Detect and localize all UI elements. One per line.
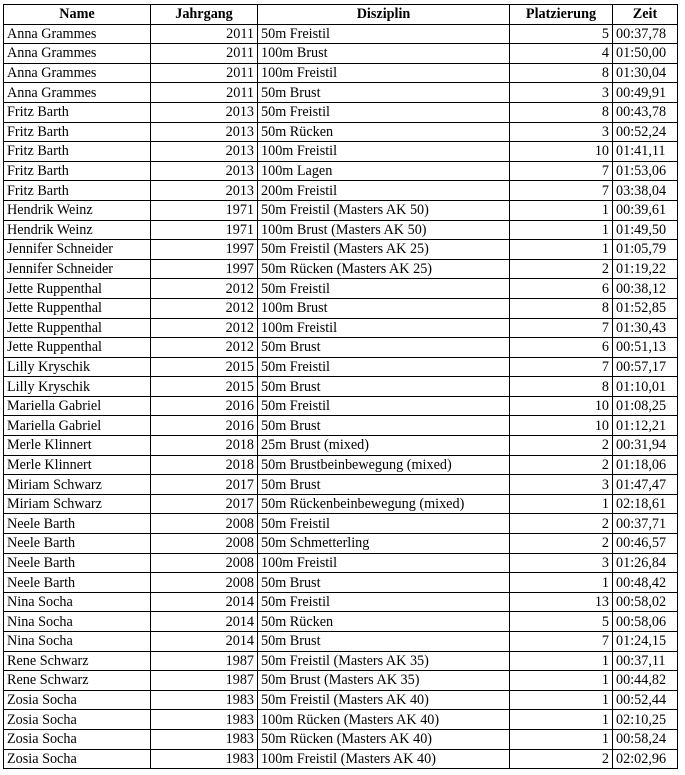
cell-discipline: 100m Freistil (258, 142, 510, 162)
header-time: Zeit (613, 5, 678, 25)
cell-placement: 8 (510, 298, 613, 318)
cell-name: Neele Barth (4, 514, 151, 534)
cell-time: 00:51,13 (613, 338, 678, 358)
cell-discipline: 25m Brust (mixed) (258, 436, 510, 456)
table-row (4, 357, 678, 377)
cell-name: Fritz Barth (4, 161, 151, 181)
cell-placement: 7 (510, 632, 613, 652)
header-row (4, 5, 678, 25)
cell-name: Anna Grammes (4, 63, 151, 83)
cell-time: 01:47,47 (613, 475, 678, 495)
cell-placement: 1 (510, 200, 613, 220)
cell-placement: 13 (510, 592, 613, 612)
table-row (4, 494, 678, 514)
cell-placement: 8 (510, 377, 613, 397)
cell-name: Zosia Socha (4, 690, 151, 710)
cell-time: 00:58,24 (613, 729, 678, 749)
cell-year: 2011 (151, 83, 258, 103)
cell-year: 2015 (151, 357, 258, 377)
cell-discipline: 50m Freistil (258, 279, 510, 299)
table-row (4, 142, 678, 162)
cell-time: 00:58,02 (613, 592, 678, 612)
cell-discipline: 100m Brust (258, 44, 510, 64)
cell-year: 2011 (151, 44, 258, 64)
table-body (4, 24, 678, 769)
table-row (4, 44, 678, 64)
cell-name: Lilly Kryschik (4, 377, 151, 397)
cell-discipline: 50m Freistil (Masters AK 50) (258, 200, 510, 220)
cell-placement: 1 (510, 494, 613, 514)
cell-discipline: 50m Brust (258, 475, 510, 495)
table-row (4, 690, 678, 710)
table-row (4, 377, 678, 397)
cell-name: Fritz Barth (4, 181, 151, 201)
cell-discipline: 50m Brust (258, 632, 510, 652)
cell-time: 01:53,06 (613, 161, 678, 181)
cell-year: 2013 (151, 142, 258, 162)
cell-time: 01:52,85 (613, 298, 678, 318)
cell-year: 2013 (151, 102, 258, 122)
cell-time: 00:43,78 (613, 102, 678, 122)
results-table (3, 4, 678, 769)
cell-placement: 1 (510, 651, 613, 671)
table-row (4, 455, 678, 475)
cell-name: Rene Schwarz (4, 651, 151, 671)
cell-name: Mariella Gabriel (4, 396, 151, 416)
cell-name: Nina Socha (4, 592, 151, 612)
cell-name: Zosia Socha (4, 710, 151, 730)
cell-discipline: 50m Freistil (258, 102, 510, 122)
header-year: Jahrgang (151, 5, 258, 25)
cell-name: Neele Barth (4, 534, 151, 554)
table-row (4, 298, 678, 318)
cell-time: 00:58,06 (613, 612, 678, 632)
cell-discipline: 50m Freistil (258, 592, 510, 612)
cell-placement: 7 (510, 181, 613, 201)
cell-discipline: 50m Rückenbeinbewegung (mixed) (258, 494, 510, 514)
table-row (4, 161, 678, 181)
cell-name: Hendrik Weinz (4, 220, 151, 240)
cell-year: 1983 (151, 749, 258, 769)
cell-time: 01:24,15 (613, 632, 678, 652)
cell-year: 2015 (151, 377, 258, 397)
cell-year: 2018 (151, 436, 258, 456)
table-row (4, 592, 678, 612)
cell-placement: 8 (510, 102, 613, 122)
cell-discipline: 100m Brust (Masters AK 50) (258, 220, 510, 240)
cell-placement: 2 (510, 534, 613, 554)
results-table-container (3, 4, 678, 769)
cell-discipline: 50m Brust (Masters AK 35) (258, 671, 510, 691)
cell-placement: 2 (510, 436, 613, 456)
cell-placement: 3 (510, 553, 613, 573)
cell-year: 2012 (151, 338, 258, 358)
cell-time: 00:39,61 (613, 200, 678, 220)
cell-year: 2012 (151, 318, 258, 338)
cell-placement: 10 (510, 142, 613, 162)
cell-time: 00:37,78 (613, 24, 678, 44)
cell-placement: 5 (510, 612, 613, 632)
cell-time: 01:19,22 (613, 259, 678, 279)
table-row (4, 632, 678, 652)
cell-discipline: 50m Rücken (Masters AK 25) (258, 259, 510, 279)
cell-placement: 6 (510, 279, 613, 299)
table-row (4, 710, 678, 730)
cell-placement: 1 (510, 220, 613, 240)
cell-placement: 1 (510, 240, 613, 260)
table-row (4, 63, 678, 83)
cell-discipline: 50m Rücken (258, 612, 510, 632)
cell-year: 1971 (151, 220, 258, 240)
cell-placement: 1 (510, 671, 613, 691)
table-header (4, 5, 678, 25)
cell-discipline: 50m Brust (258, 416, 510, 436)
cell-placement: 1 (510, 729, 613, 749)
table-row (4, 259, 678, 279)
table-row (4, 514, 678, 534)
cell-time: 01:30,04 (613, 63, 678, 83)
cell-name: Jette Ruppenthal (4, 338, 151, 358)
cell-time: 01:08,25 (613, 396, 678, 416)
cell-name: Rene Schwarz (4, 671, 151, 691)
cell-year: 2016 (151, 396, 258, 416)
cell-placement: 1 (510, 690, 613, 710)
cell-time: 00:46,57 (613, 534, 678, 554)
table-row (4, 671, 678, 691)
cell-time: 01:12,21 (613, 416, 678, 436)
header-discipline: Disziplin (258, 5, 510, 25)
cell-name: Zosia Socha (4, 749, 151, 769)
cell-discipline: 50m Brust (258, 377, 510, 397)
cell-name: Merle Klinnert (4, 436, 151, 456)
cell-discipline: 100m Freistil (258, 63, 510, 83)
cell-placement: 7 (510, 318, 613, 338)
cell-time: 01:18,06 (613, 455, 678, 475)
table-row (4, 102, 678, 122)
cell-name: Fritz Barth (4, 122, 151, 142)
cell-year: 1983 (151, 690, 258, 710)
table-row (4, 279, 678, 299)
cell-discipline: 50m Freistil (258, 24, 510, 44)
cell-time: 00:44,82 (613, 671, 678, 691)
cell-placement: 7 (510, 161, 613, 181)
table-row (4, 122, 678, 142)
cell-name: Neele Barth (4, 573, 151, 593)
cell-name: Jette Ruppenthal (4, 318, 151, 338)
header-placement: Platzierung (510, 5, 613, 25)
cell-year: 2011 (151, 24, 258, 44)
cell-placement: 10 (510, 416, 613, 436)
cell-name: Fritz Barth (4, 142, 151, 162)
cell-year: 2013 (151, 161, 258, 181)
cell-year: 2008 (151, 553, 258, 573)
cell-time: 01:26,84 (613, 553, 678, 573)
cell-discipline: 50m Freistil (258, 514, 510, 534)
table-row (4, 436, 678, 456)
table-row (4, 534, 678, 554)
cell-discipline: 50m Brustbeinbewegung (mixed) (258, 455, 510, 475)
cell-time: 01:10,01 (613, 377, 678, 397)
cell-placement: 10 (510, 396, 613, 416)
cell-name: Jette Ruppenthal (4, 279, 151, 299)
cell-year: 2008 (151, 573, 258, 593)
table-row (4, 396, 678, 416)
cell-year: 2008 (151, 514, 258, 534)
cell-placement: 2 (510, 749, 613, 769)
cell-name: Anna Grammes (4, 24, 151, 44)
header-name: Name (4, 5, 151, 25)
cell-discipline: 50m Rücken (Masters AK 40) (258, 729, 510, 749)
table-row (4, 729, 678, 749)
cell-discipline: 50m Freistil (Masters AK 25) (258, 240, 510, 260)
cell-discipline: 50m Brust (258, 573, 510, 593)
table-row (4, 338, 678, 358)
cell-time: 03:38,04 (613, 181, 678, 201)
cell-name: Hendrik Weinz (4, 200, 151, 220)
cell-year: 2013 (151, 181, 258, 201)
cell-name: Zosia Socha (4, 729, 151, 749)
cell-placement: 1 (510, 710, 613, 730)
cell-name: Fritz Barth (4, 102, 151, 122)
cell-placement: 2 (510, 455, 613, 475)
cell-time: 01:50,00 (613, 44, 678, 64)
cell-year: 2014 (151, 632, 258, 652)
cell-discipline: 50m Freistil (Masters AK 35) (258, 651, 510, 671)
cell-discipline: 100m Lagen (258, 161, 510, 181)
cell-time: 01:41,11 (613, 142, 678, 162)
cell-time: 02:02,96 (613, 749, 678, 769)
table-row (4, 24, 678, 44)
table-row (4, 553, 678, 573)
cell-time: 00:52,44 (613, 690, 678, 710)
cell-placement: 7 (510, 357, 613, 377)
cell-year: 2012 (151, 298, 258, 318)
cell-year: 1997 (151, 259, 258, 279)
cell-discipline: 50m Schmetterling (258, 534, 510, 554)
cell-discipline: 100m Freistil (258, 318, 510, 338)
cell-name: Anna Grammes (4, 44, 151, 64)
table-row (4, 416, 678, 436)
cell-year: 2012 (151, 279, 258, 299)
cell-discipline: 200m Freistil (258, 181, 510, 201)
cell-year: 1971 (151, 200, 258, 220)
cell-placement: 2 (510, 514, 613, 534)
cell-year: 2017 (151, 475, 258, 495)
cell-discipline: 100m Freistil (Masters AK 40) (258, 749, 510, 769)
cell-time: 00:52,24 (613, 122, 678, 142)
cell-discipline: 50m Freistil (Masters AK 40) (258, 690, 510, 710)
cell-placement: 4 (510, 44, 613, 64)
table-row (4, 200, 678, 220)
cell-time: 02:10,25 (613, 710, 678, 730)
table-row (4, 181, 678, 201)
cell-name: Neele Barth (4, 553, 151, 573)
cell-discipline: 50m Rücken (258, 122, 510, 142)
cell-time: 00:37,71 (613, 514, 678, 534)
cell-placement: 1 (510, 573, 613, 593)
cell-placement: 3 (510, 122, 613, 142)
table-row (4, 749, 678, 769)
cell-placement: 6 (510, 338, 613, 358)
cell-time: 00:37,11 (613, 651, 678, 671)
cell-year: 1983 (151, 710, 258, 730)
cell-time: 00:31,94 (613, 436, 678, 456)
table-row (4, 240, 678, 260)
cell-name: Jennifer Schneider (4, 259, 151, 279)
cell-year: 1997 (151, 240, 258, 260)
cell-year: 2014 (151, 592, 258, 612)
table-row (4, 651, 678, 671)
cell-placement: 3 (510, 83, 613, 103)
cell-time: 00:57,17 (613, 357, 678, 377)
cell-time: 00:48,42 (613, 573, 678, 593)
cell-discipline: 50m Brust (258, 338, 510, 358)
cell-time: 01:49,50 (613, 220, 678, 240)
cell-year: 2008 (151, 534, 258, 554)
cell-name: Mariella Gabriel (4, 416, 151, 436)
cell-placement: 3 (510, 475, 613, 495)
cell-time: 01:05,79 (613, 240, 678, 260)
cell-discipline: 100m Rücken (Masters AK 40) (258, 710, 510, 730)
cell-year: 2017 (151, 494, 258, 514)
cell-discipline: 50m Freistil (258, 396, 510, 416)
cell-year: 2018 (151, 455, 258, 475)
table-row (4, 318, 678, 338)
cell-name: Miriam Schwarz (4, 494, 151, 514)
cell-name: Merle Klinnert (4, 455, 151, 475)
cell-name: Anna Grammes (4, 83, 151, 103)
cell-name: Jette Ruppenthal (4, 298, 151, 318)
cell-time: 00:49,91 (613, 83, 678, 103)
cell-time: 01:30,43 (613, 318, 678, 338)
cell-year: 2016 (151, 416, 258, 436)
table-row (4, 573, 678, 593)
table-row (4, 612, 678, 632)
cell-name: Jennifer Schneider (4, 240, 151, 260)
cell-discipline: 50m Brust (258, 83, 510, 103)
cell-placement: 8 (510, 63, 613, 83)
cell-name: Nina Socha (4, 612, 151, 632)
cell-discipline: 50m Freistil (258, 357, 510, 377)
cell-name: Nina Socha (4, 632, 151, 652)
cell-time: 00:38,12 (613, 279, 678, 299)
cell-placement: 2 (510, 259, 613, 279)
table-row (4, 83, 678, 103)
cell-discipline: 100m Freistil (258, 553, 510, 573)
table-row (4, 220, 678, 240)
cell-year: 1987 (151, 671, 258, 691)
cell-year: 1987 (151, 651, 258, 671)
cell-year: 1983 (151, 729, 258, 749)
cell-placement: 5 (510, 24, 613, 44)
cell-discipline: 100m Brust (258, 298, 510, 318)
cell-time: 02:18,61 (613, 494, 678, 514)
table-row (4, 475, 678, 495)
cell-year: 2011 (151, 63, 258, 83)
cell-name: Lilly Kryschik (4, 357, 151, 377)
cell-name: Miriam Schwarz (4, 475, 151, 495)
cell-year: 2013 (151, 122, 258, 142)
cell-year: 2014 (151, 612, 258, 632)
